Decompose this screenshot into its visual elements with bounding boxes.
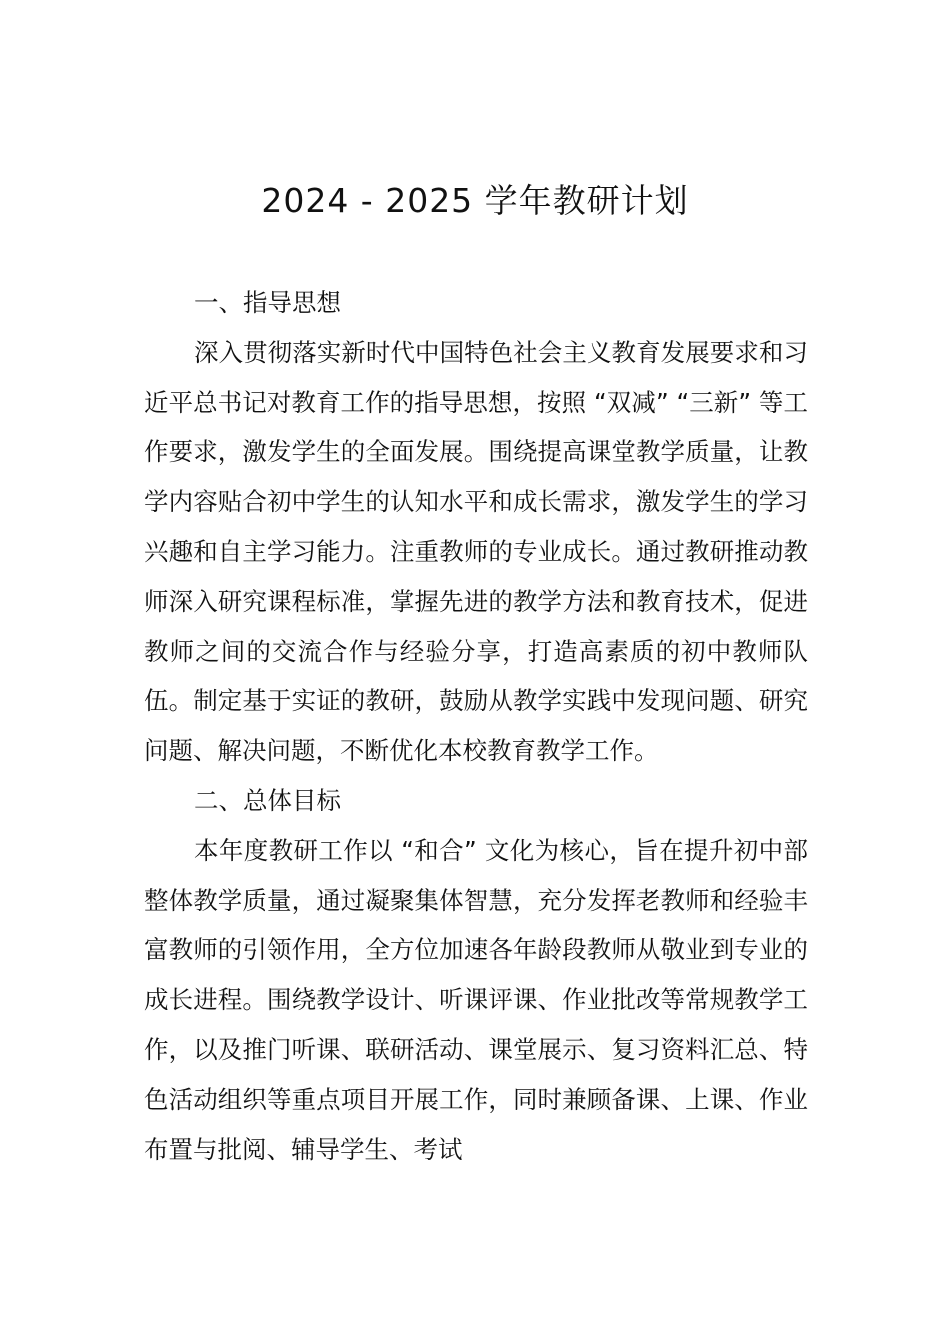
section-heading-guiding-ideology: 一、指导思想 — [194, 288, 341, 317]
section-heading-overall-goals: 二、总体目标 — [194, 785, 341, 815]
section-paragraph-guiding-ideology: 深入贯彻落实新时代中国特色社会主义教育发展要求和习近平总书记对教育工作的指导思想，按照 “双减” “三新” 等工作要求，激发学生的全面发展。围绕提高课堂教学质量，让教学内容贴合初中学生的认知水平和成长需求，激发学生的学习兴趣和自主学习能力。注重教师的专业成长。通过教研推动教师深入研究课程标准，掌握先进的教学方法和教育技术，促进教师之间的交流合作与经验分享，打造高素质的初中教师队伍。制定基于实证的教研，鼓励从教学实践中发现问题、研究问题、解决问题，不断优化本校教育教学工作。 — [144, 337, 808, 766]
document-body — [144, 278, 808, 1174]
document-title: 2024 - 2025 学年教研计划 — [261, 181, 689, 220]
section-paragraph-overall-goals: 本年度教研工作以 “和合” 文化为核心，旨在提升初中部整体教学质量，通过凝聚集体智慧，充分发挥老教师和经验丰富教师的引领作用，全方位加速各年龄段教师从敬业到专业的成长进程。围绕教学设计、听课评课、作业批改等常规教学工作，以及推门听课、联研活动、课堂展示、复习资料汇总、特色活动组织等重点项目开展工作，同时兼顾备课、上课、作业布置与批阅、辅导学生、考试 — [144, 835, 808, 1164]
